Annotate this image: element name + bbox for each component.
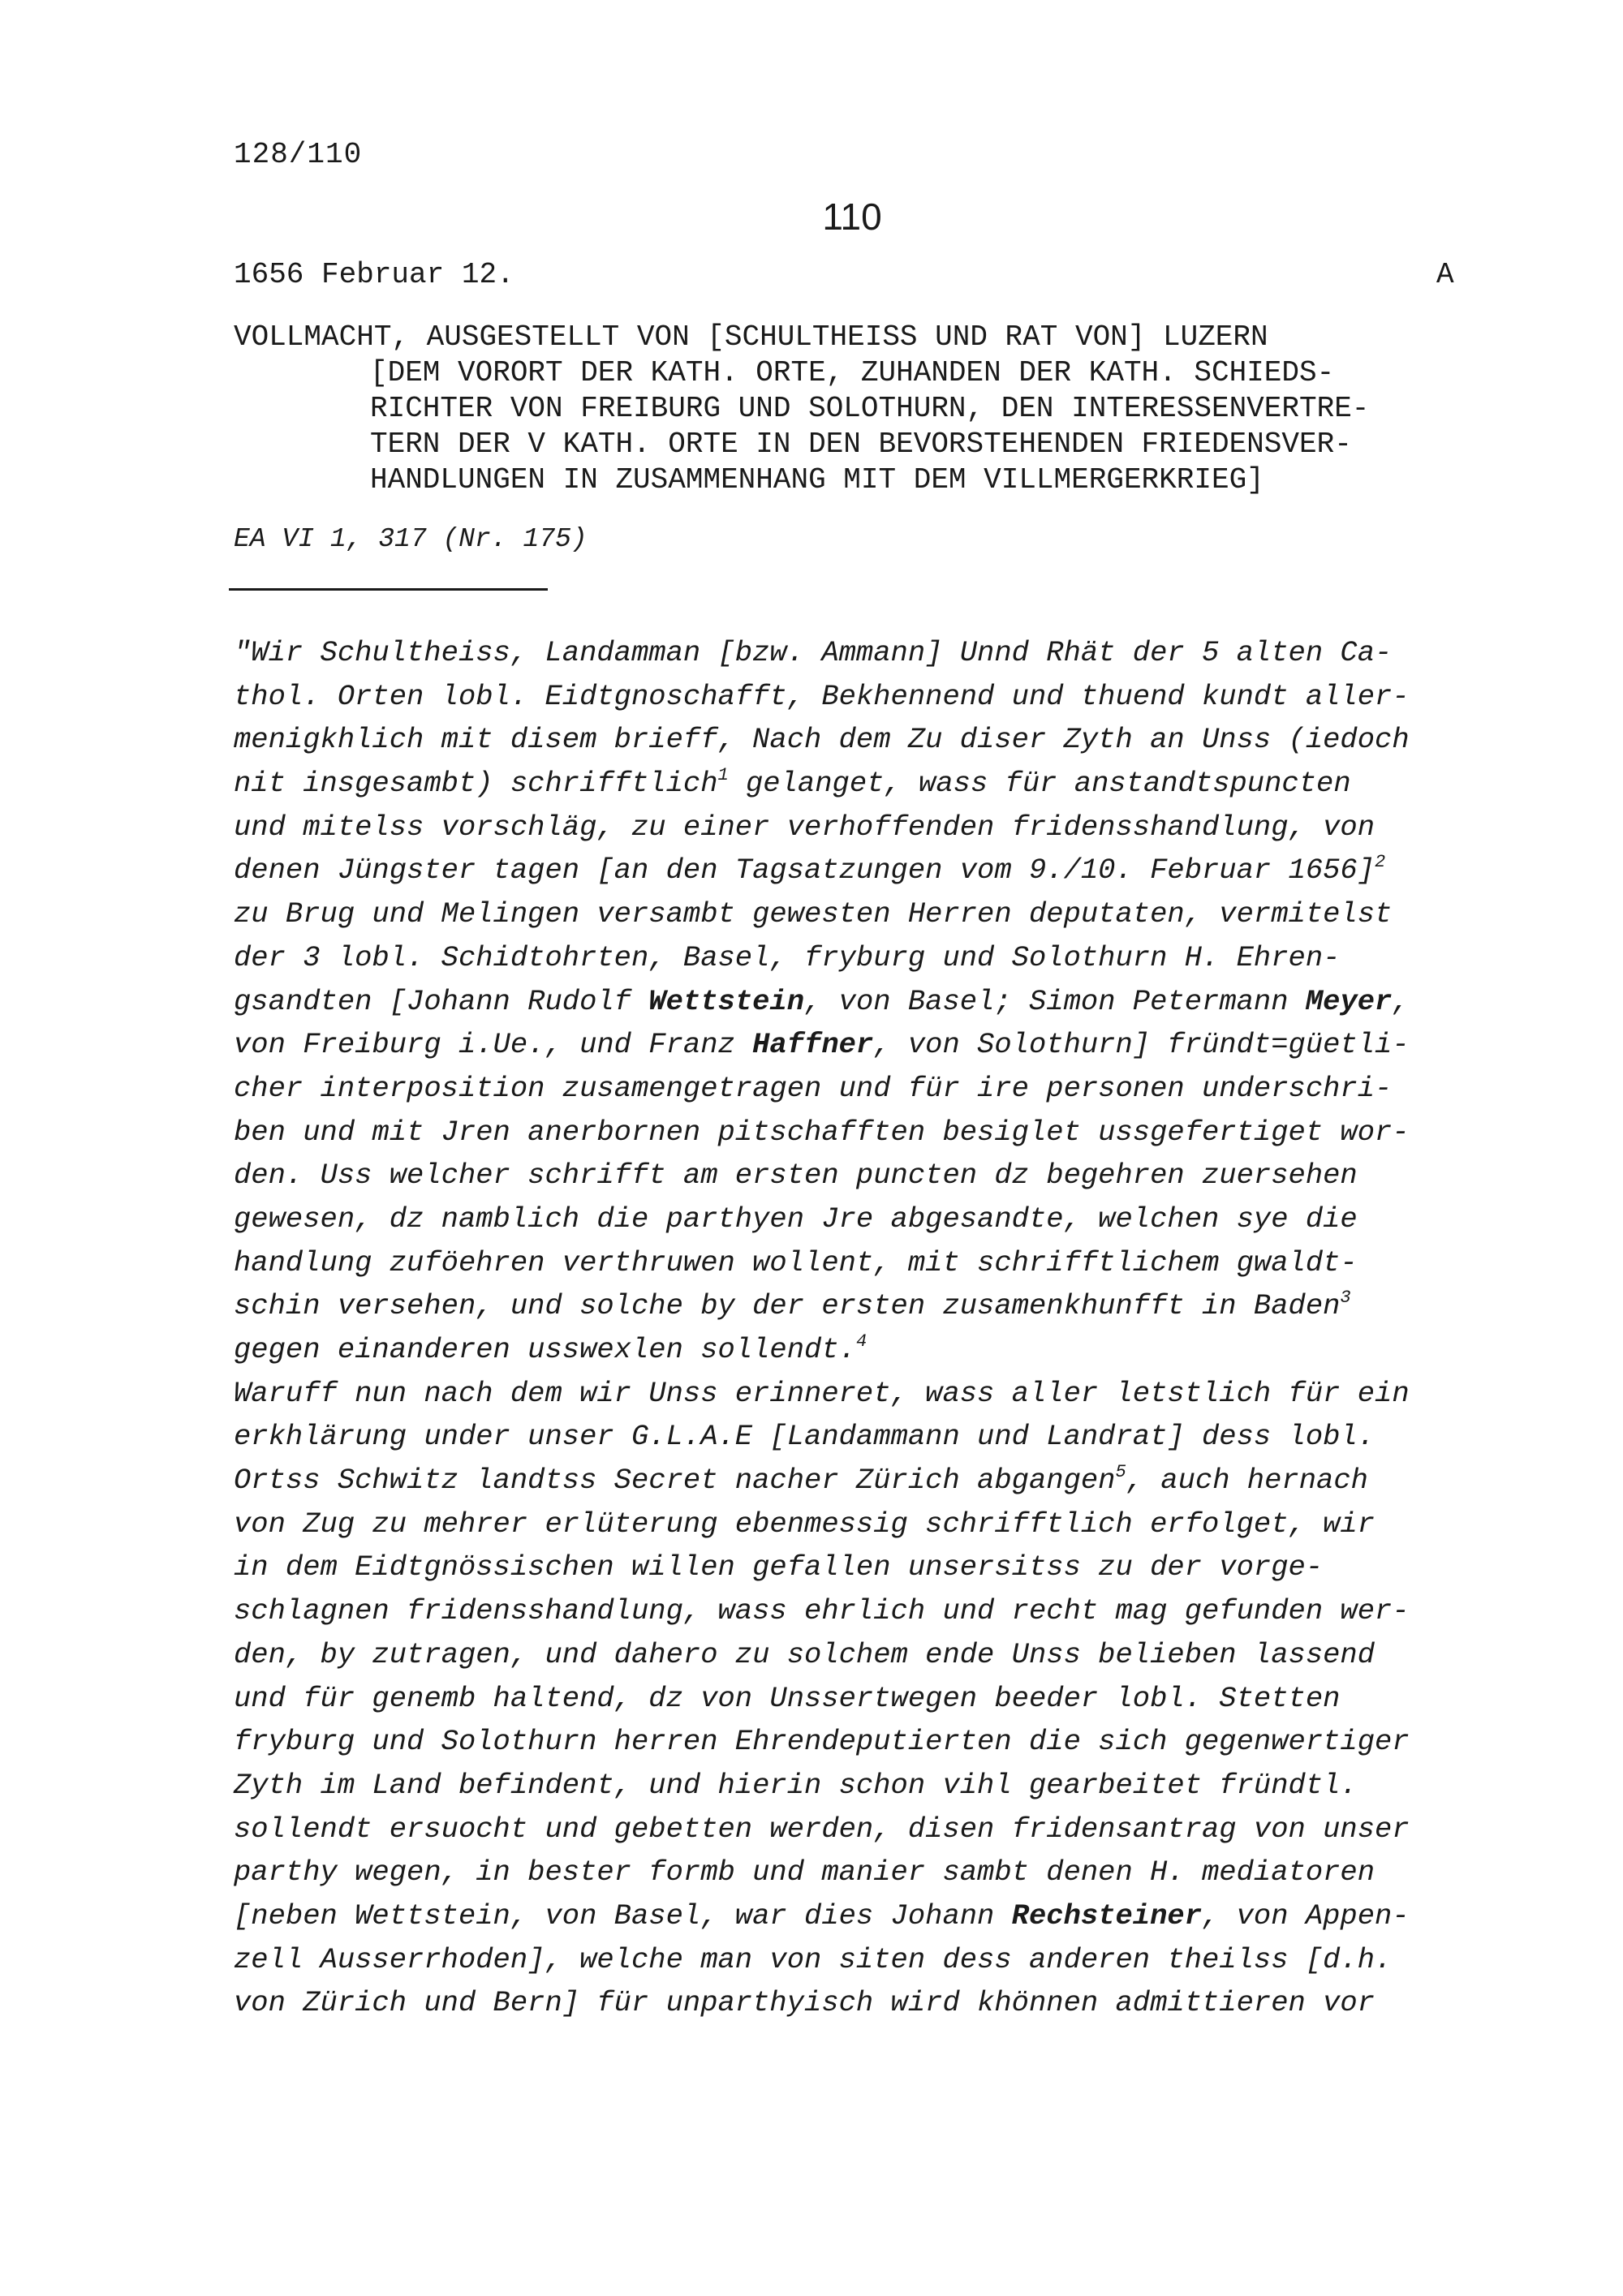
person-name: Meyer [1305,984,1393,1018]
person-name: Wettstein [648,984,805,1018]
body-text: , von Solothurn] fründt=güetli- [873,1028,1410,1062]
body-line: erkhlärung under unser G.L.A.E [Landammann und Landrat] dess lobl. [234,1420,1375,1454]
body-text: , von Appen- [1202,1898,1410,1933]
body-line: zell Ausserrhoden], welche man von siten dess anderen theilss [d.h. [234,1942,1393,1976]
body-line: fryburg und Solothurn herren Ehrendeputierten die sich gegenwertiger [234,1725,1410,1759]
body-text: , [1392,984,1410,1018]
body-line: sollendt ersuocht und gebetten werden, disen fridensantrag von unser [234,1812,1410,1846]
body-text: Ortss Schwitz landtss Secret nacher Zürich abgangen [234,1464,1116,1498]
body-line: thol. Orten lobl. Eidtgnoschafft, Bekhennend und thuend kundt aller- [234,679,1410,713]
body-line [234,1284,1500,1328]
body-line: ben und mit Jren anerbornen pitschafften besiglet ussgefertiget wor- [234,1115,1410,1149]
title-line: TERN DER V KATH. ORTE IN DEN BEVORSTEHENDEN FRIEDENSVER- [370,428,1352,461]
body-line: den, by zutragen, und dahero zu solchem ende Unss belieben lassend [234,1637,1375,1671]
body-line: zu Brug und Melingen versambt gewesten Herren deputaten, vermitelst [234,897,1393,931]
footnote-marker: 1 [717,765,729,786]
body-line: parthy wegen, in bester formb und manier sambt denen H. mediatoren [234,1855,1375,1890]
body-text: gegen einanderen usswexlen sollendt. [234,1333,856,1366]
body-line: der 3 lobl. Schidtohrten, Basel, fryburg und Solothurn H. Ehren- [234,940,1341,974]
body-text: nit insgesambt) schrifftlich [234,767,718,801]
body-text: von Freiburg i.Ue., und Franz [234,1028,753,1062]
body-line [234,1894,1500,1938]
separator-rule [229,588,548,591]
body-line: gewesen, dz namblich die parthyen Jre abgesandte, welchen sye die [234,1202,1358,1236]
document-body [234,631,1500,2025]
body-line: von Zürich und Bern] für unparthyisch wird khönnen admittieren vor [234,1986,1375,2020]
body-text: gsandten [Johann Rudolf [234,984,649,1018]
footnote-marker: 2 [1375,852,1386,873]
title-line: VOLLMACHT, AUSGESTELLT VON [SCHULTHEISS UND RAT VON] LUZERN [234,320,1268,354]
type-mark: A [1436,258,1454,291]
title-line: HANDLUNGEN IN ZUSAMMENHANG MIT DEM VILLMERGERKRIEG] [370,463,1264,497]
body-line: von Zug zu mehrer erlüterung ebenmessig schrifftlich erfolget, wir [234,1507,1375,1541]
body-text: , auch hernach [1126,1464,1368,1498]
body-line: und für genemb haltend, dz von Unssertwegen beeder lobl. Stetten [234,1681,1341,1715]
footnote-marker: 5 [1115,1462,1126,1483]
document-number: 110 [822,196,882,238]
body-line: in dem Eidtgnössischen willen gefallen unsersitss zu der vorge- [234,1550,1324,1584]
body-line: Zyth im Land befindent, und hierin schon vihl gearbeitet fründtl. [234,1768,1358,1802]
body-line: den. Uss welcher schrifft am ersten puncten dz begehren zuersehen [234,1159,1358,1193]
body-line [234,1023,1500,1067]
source-reference: EA VI 1, 317 (Nr. 175) [234,524,588,554]
body-line: menigkhlich mit disem brieff, Nach dem Zu diser Zyth an Unss (iedoch [234,723,1410,757]
body-line: handlung zuföehren verthruwen wollent, mit schrifftlichem gwaldt- [234,1245,1358,1279]
body-text: gelanget, wass für anstandtspuncten [728,767,1351,801]
body-text: , von Basel; Simon Petermann [804,984,1306,1018]
body-line: cher interposition zusamengetragen und für ire personen underschri- [234,1071,1393,1105]
reference-number: 128/110 [234,138,363,171]
document-date: 1656 Februar 12. [234,258,514,291]
body-line [234,762,1500,806]
body-line: "Wir Schultheiss, Landamman [bzw. Ammann] Unnd Rhät der 5 alten Ca- [234,636,1393,669]
body-line [234,849,1500,892]
person-name: Haffner [752,1028,874,1062]
body-text: denen Jüngster tagen [an den Tagsatzungen vom 9./10. Februar 1656] [234,853,1375,888]
person-name: Rechsteiner [1011,1898,1202,1933]
body-text: [neben Wettstein, von Basel, war dies Johann [234,1898,1012,1933]
footnote-marker: 3 [1340,1288,1351,1309]
title-line: [DEM VORORT DER KATH. ORTE, ZUHANDEN DER KATH. SCHIEDS- [370,356,1335,389]
body-line [234,1328,1500,1372]
body-text: schin versehen, und solche by der ersten zusamenkhunfft in Baden [234,1289,1341,1323]
body-line: und mitelss vorschläg, zu einer verhoffenden fridensshandlung, von [234,810,1375,844]
body-line [234,1459,1500,1503]
title-line: RICHTER VON FREIBURG UND SOLOTHURN, DEN INTERESSENVERTRE- [370,392,1370,425]
body-line: schlagnen fridensshandlung, wass ehrlich und recht mag gefunden wer- [234,1594,1410,1628]
body-line: Waruff nun nach dem wir Unss erinneret, wass aller letstlich für ein [234,1376,1410,1410]
body-line [234,980,1500,1024]
footnote-marker: 4 [855,1331,867,1352]
document-title [234,320,1483,498]
